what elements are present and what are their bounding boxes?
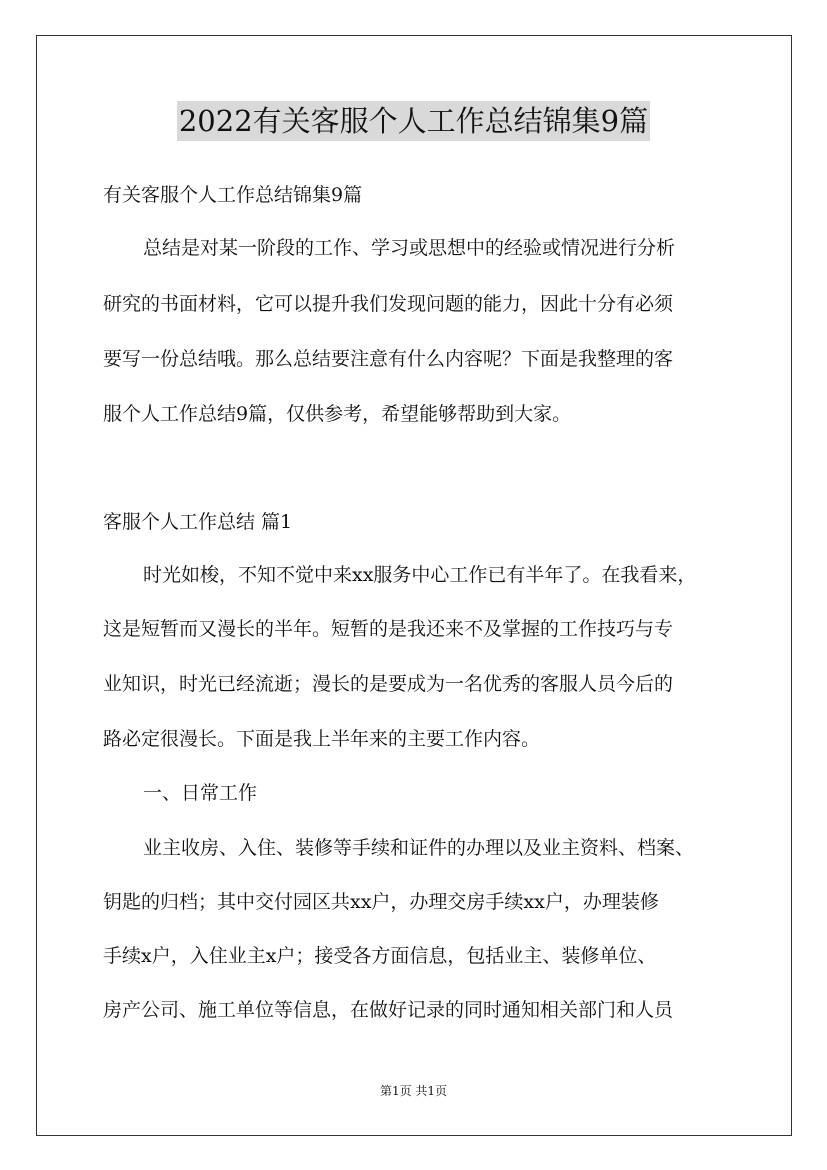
para2-line-2: 钥匙的归档；其中交付园区共xx户，办理交房手续xx户，办理装修 <box>103 891 659 913</box>
document-title: 2022有关客服个人工作总结锦集9篇 <box>177 101 650 141</box>
para1-line-2: 这是短暂而又漫长的半年。短暂的是我还来不及掌握的工作技巧与专 <box>103 618 674 640</box>
para2-line-3: 手续x户，入住业主x户；接受各方面信息，包括业主、装修单位、 <box>103 945 657 967</box>
para1-line-4: 路必定很漫长。下面是我上半年来的主要工作内容。 <box>103 728 541 750</box>
document-subtitle: 有关客服个人工作总结锦集9篇 <box>103 184 363 206</box>
intro-line-3: 要写一份总结哦。那么总结要注意有什么内容呢？下面是我整理的客 <box>103 348 674 370</box>
intro-line-2: 研究的书面材料，它可以提升我们发现问题的能力，因此十分有必须 <box>103 293 674 315</box>
intro-line-1: 总结是对某一阶段的工作、学习或思想中的经验或情况进行分析 <box>143 237 676 259</box>
para2-line-4: 房产公司、施工单位等信息，在做好记录的同时通知相关部门和人员 <box>103 999 674 1021</box>
subheading-daily-work: 一、日常工作 <box>143 782 258 804</box>
title-container <box>0 101 827 141</box>
para2-line-1: 业主收房、入住、装修等手续和证件的办理以及业主资料、档案、 <box>143 837 695 859</box>
para1-line-1: 时光如梭，不知不觉中来xx服务中心工作已有半年了。在我看来， <box>143 564 697 586</box>
page-footer: 第1页 共1页 <box>379 1084 448 1098</box>
intro-line-4: 服个人工作总结9篇，仅供参考，希望能够帮助到大家。 <box>103 403 572 425</box>
section-heading: 客服个人工作总结 篇1 <box>103 511 293 533</box>
para1-line-3: 业知识，时光已经流逝；漫长的是要成为一名优秀的客服人员今后的 <box>103 673 674 695</box>
